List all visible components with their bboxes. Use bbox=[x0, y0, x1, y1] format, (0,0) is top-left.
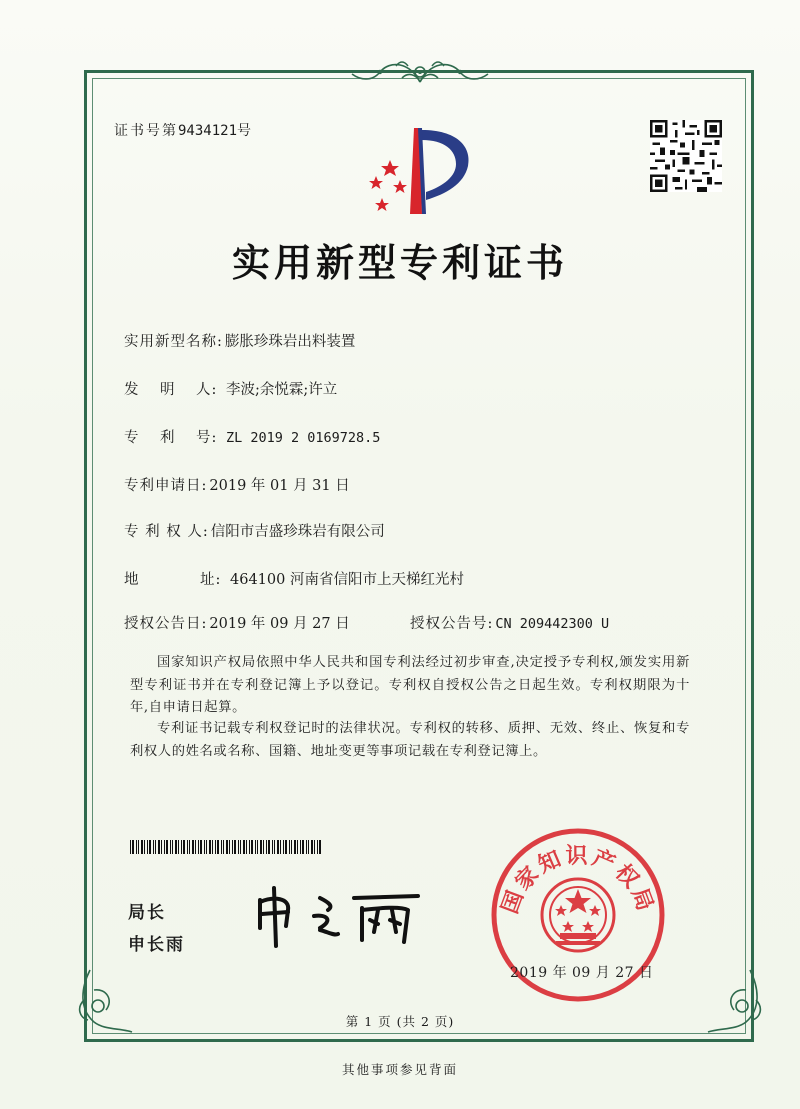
handwritten-signature bbox=[250, 880, 430, 950]
field-grant-number: 授权公告号: CN 209442300 U bbox=[410, 616, 610, 632]
cnipa-logo bbox=[360, 118, 480, 218]
field-grant-date: 授权公告日: 2019 年 09 月 27 日 bbox=[124, 616, 350, 632]
footer-note: 其他事项参见背面 bbox=[341, 1062, 458, 1077]
director-name: 申长雨 bbox=[128, 935, 185, 955]
seal-date: 2019 年 09 月 27 日 bbox=[510, 965, 654, 981]
field-application-date: 专利申请日: 2019 年 01 月 31 日 bbox=[124, 478, 350, 494]
field-inventors: 发 明 人: 李波;余悦霖;许立 bbox=[124, 382, 338, 398]
barcode bbox=[130, 840, 325, 854]
field-patent-number: 专 利 号: ZL 2019 2 0169728.5 bbox=[124, 430, 381, 446]
svg-text:国家知识产权局: 国家知识产权局 bbox=[497, 844, 659, 918]
qr-code bbox=[650, 120, 722, 192]
page-number: 第 1 页 (共 2 页) bbox=[345, 1014, 455, 1029]
top-ornament bbox=[340, 52, 500, 96]
field-utility-name: 实用新型名称: 膨胀珍珠岩出料装置 bbox=[124, 334, 356, 350]
body-paragraph-1: 国家知识产权局依照中华人民共和国专利法经过初步审查,决定授予专利权,颁发实用新型专利证书并在专利登记簿上予以登记。专利权自授权公告之日起生效。专利权期限为十年,自申请日起算。 bbox=[130, 655, 690, 715]
certificate-title: 实用新型专利证书 bbox=[231, 241, 568, 285]
director-title: 局长 bbox=[128, 903, 166, 923]
body-paragraph-2: 专利证书记载专利权登记时的法律状况。专利权的转移、质押、无效、终止、恢复和专利权人的姓名或名称、国籍、地址变更等事项记载在专利登记簿上。 bbox=[130, 721, 690, 759]
field-address: 地 址: 464100 河南省信阳市上天梯红光村 bbox=[124, 572, 464, 588]
certificate-number: 证书号第9434121号 bbox=[114, 123, 254, 139]
field-patentee: 专 利 权 人: 信阳市吉盛珍珠岩有限公司 bbox=[124, 524, 385, 540]
